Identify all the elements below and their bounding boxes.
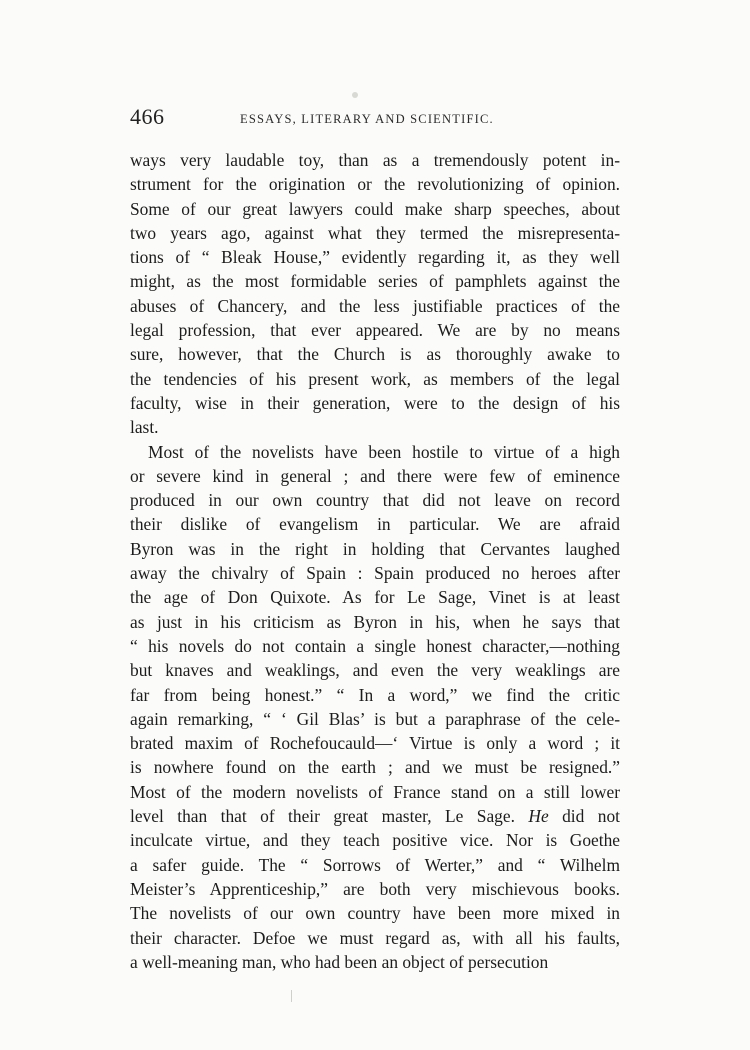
text-line: but knaves and weaklings, and even the very weaklings are (130, 660, 620, 681)
text-line: is nowhere found on the earth ; and we must be resigned.” (130, 757, 620, 778)
running-head: ESSAYS, LITERARY AND SCIENTIFIC. (240, 112, 494, 126)
emphasis: He (528, 806, 549, 827)
text-line: again remarking, “ ‘ Gil Blas’ is but a paraphrase of the cele- (130, 708, 620, 729)
text-line: legal profession, that ever appeared. We are by no means (130, 320, 620, 341)
ink-smudge (352, 92, 358, 98)
text-line: away the chivalry of Spain : Spain produced no heroes after (130, 563, 620, 584)
text-line: brated maxim of Rochefoucauld—‘ Virtue is only a word ; it (130, 733, 620, 754)
text-line: The novelists of our own country have been more mixed in (130, 903, 620, 924)
text-line: tions of “ Bleak House,” evidently regarding it, as they well (130, 247, 620, 268)
text-line: Some of our great lawyers could make sharp speeches, about (130, 198, 620, 219)
text-line: Meister’s Apprenticeship,” are both very mischievous books. (130, 878, 620, 899)
text-line: far from being honest.” “ In a word,” we find the critic (130, 684, 620, 705)
text-line: inculcate virtue, and they teach positive vice. Nor is Goethe (130, 830, 620, 851)
text-line: as just in his criticism as Byron in his, when he says that (130, 611, 620, 632)
page-header (130, 104, 620, 134)
text-line: sure, however, that the Church is as thoroughly awake to (130, 344, 620, 365)
text-line: last. (130, 417, 159, 438)
text-line: or severe kind in general ; and there were few of eminence (130, 465, 620, 486)
text-line: produced in our own country that did not leave on record (130, 490, 620, 511)
text-line: Most of the novelists have been hostile to virtue of a high (148, 441, 620, 462)
text-line: the tendencies of his present work, as members of the legal (130, 368, 620, 389)
text-line: Most of the modern novelists of France stand on a still lower (130, 781, 620, 802)
bottom-mark (291, 990, 292, 1002)
text-line: Byron was in the right in holding that Cervantes laughed (130, 538, 620, 559)
paragraph (130, 440, 620, 975)
body-text (130, 148, 620, 974)
text-line: their character. Defoe we must regard as, with all his faults, (130, 927, 620, 948)
text-line: a safer guide. The “ Sorrows of Werter,” and “ Wilhelm (130, 854, 620, 875)
text-line: strument for the origination or the revolutionizing of opinion. (130, 174, 620, 195)
page-number: 466 (130, 104, 165, 129)
text-line: a well-meaning man, who had been an object of persecution (130, 951, 549, 972)
text-line: ways very laudable toy, than as a tremendously potent in- (130, 150, 620, 170)
text-line: the age of Don Quixote. As for Le Sage, Vinet is at least (130, 587, 620, 608)
text-line: level than that of their great master, Le Sage. He did not (130, 806, 620, 827)
text-line: “ his novels do not contain a single honest character,—nothing (130, 635, 620, 656)
text-line: abuses of Chancery, and the less justifiable practices of the (130, 295, 620, 316)
text-line: their dislike of evangelism in particular. We are afraid (130, 514, 620, 535)
text-line: two years ago, against what they termed the misrepresenta- (130, 222, 620, 243)
paragraph (130, 148, 620, 440)
text-line: might, as the most formidable series of pamphlets against the (130, 271, 620, 292)
text-line: faculty, wise in their generation, were to the design of his (130, 392, 620, 413)
